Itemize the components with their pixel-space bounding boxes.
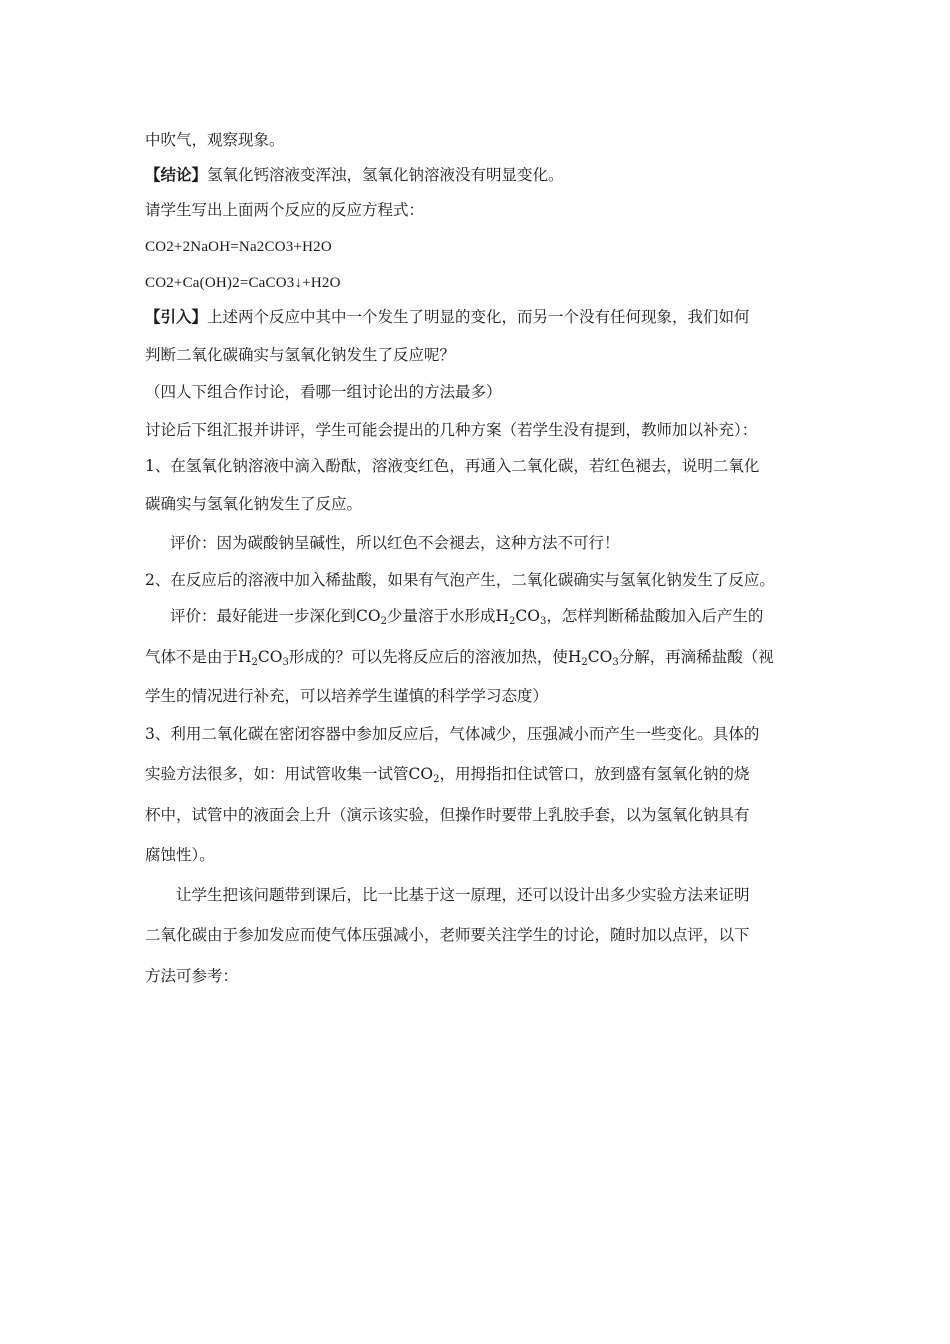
text-line: 让学生把该问题带到课后，比一比基于这一原理，还可以设计出多少实验方法来证明 — [176, 886, 750, 904]
text-line: 中吹气，观察现象。 — [145, 131, 285, 149]
introduction-tag: 【引入】 — [145, 307, 208, 326]
text-line: 学生的情况进行补充，可以培养学生谨慎的科学学习态度） — [145, 687, 549, 705]
text-line: 方法可参考： — [145, 967, 239, 985]
text-line: 讨论后下组汇报并讲评，学生可能会提出的几种方案（若学生没有提到，教师加以补充）： — [145, 421, 758, 439]
text-line: 杯中，试管中的液面会上升（演示该实验，但操作时要带上乳胶手套，以为氢氧化钠具有 — [145, 806, 750, 824]
text-line: 腐蚀性）。 — [145, 846, 215, 864]
method-2-line: 2、在反应后的溶液中加入稀盐酸，如果有气泡产生，二氧化碳确实与氢氧化钠发生了反应。 — [145, 571, 775, 589]
evaluation-line: 评价：最好能进一步深化到$CO_2$少量溶于水形成$H_2CO_3$，怎样判断稀盐酸加入后产生的 — [170, 607, 764, 627]
method-1-line: 1、在氢氧化钠溶液中滴入酚酞，溶液变红色，再通入二氧化碳，若红色褪去，说明二氧化 — [145, 457, 760, 475]
text-line: 判断二氧化碳确实与氢氧化钠发生了反应呢？ — [145, 346, 456, 364]
evaluation-line: 评价：因为碳酸钠呈碱性，所以红色不会褪去，这种方法不可行！ — [170, 534, 620, 552]
equation-line: CO2+Ca(OH)2=CaCO3↓+H2O — [145, 275, 341, 291]
text-line: 碳确实与氢氧化钠发生了反应。 — [145, 495, 363, 513]
introduction-line: 【引入】上述两个反应中其中一个发生了明显的变化，而另一个没有任何现象，我们如何 — [145, 307, 750, 326]
conclusion-tag: 【结论】 — [145, 165, 208, 184]
text-line: 请学生写出上面两个反应的反应方程式： — [145, 201, 425, 219]
equation-line: CO2+2NaOH=Na2CO3+H2O — [145, 239, 332, 255]
text-line: （四人下组合作讨论，看哪一组讨论出的方法最多） — [145, 383, 502, 401]
text-line: 二氧化碳由于参加发应而使气体压强减小，老师要关注学生的讨论，随时加以点评，以下 — [145, 926, 750, 944]
text-line: 气体不是由于$H_2CO_3$形成的？可以先将反应后的溶液加热，使$H_2CO_3$分解，再滴稀盐酸（视 — [145, 648, 774, 668]
text-line: 实验方法很多，如：用试管收集一试管$CO_2$，用拇指扣住试管口，放到盛有氢氧化钠的烧 — [145, 765, 750, 785]
method-3-line: 3、利用二氧化碳在密闭容器中参加反应后，气体减少，压强减小而产生一些变化。具体的 — [145, 725, 760, 743]
conclusion-line: 【结论】氢氧化钙溶液变浑浊，氢氧化钠溶液没有明显变化。 — [145, 165, 564, 184]
